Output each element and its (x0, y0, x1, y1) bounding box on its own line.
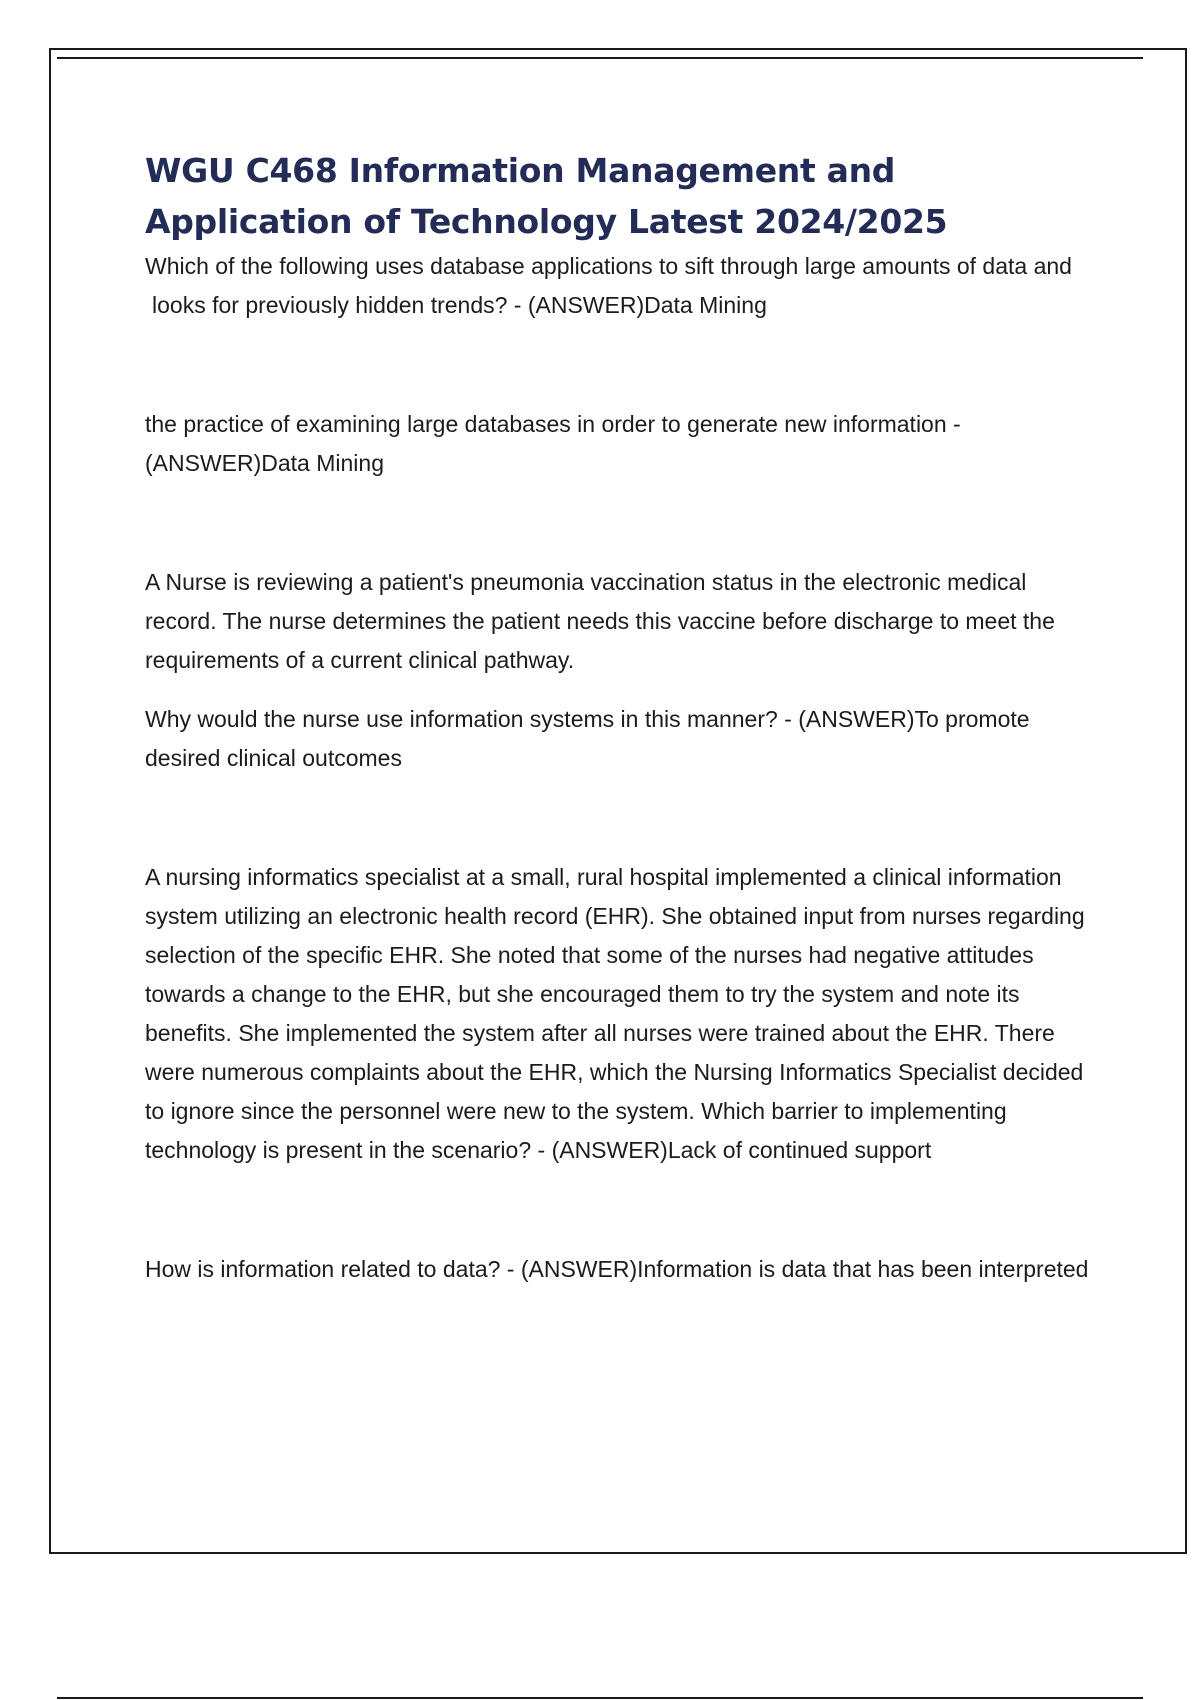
qa-item-data-mining-definition: the practice of examining large databases in order to generate new information - (ANSWER)Data Mining (145, 411, 961, 476)
document-body (145, 145, 1095, 1289)
next-page-rule (57, 1697, 1143, 1699)
qa-item-ehr-barrier: A nursing informatics specialist at a small, rural hospital implemented a clinical information system utilizing an electronic health record (EHR). She obtained input from nurses regarding selection of the specific EHR. She noted that some of the nurses had negative attitudes towards a change to the EHR, but she encouraged them to try the system and note its benefits. She implemented the system after all nurses were trained about the EHR. There were numerous complaints about the EHR, which the Nursing Informatics Specialist decided to ignore since the personnel were new to the system. Which barrier to implementing technology is present in the scenario? - (ANSWER)Lack of continued support (145, 864, 1085, 1163)
document-title: WGU C468 Information Management and Application of Technology Latest 2024/2025 (145, 151, 948, 241)
qa-item-information-data: How is information related to data? - (ANSWER)Information is data that has been interpreted (145, 1256, 1089, 1282)
qa-item-data-mining-trends: Which of the following uses database applications to sift through large amounts of data and looks for previously hidden trends? - (ANSWER)Data Mining (145, 253, 1072, 318)
top-rule (57, 57, 1143, 59)
qa-item-vaccination-scenario: A Nurse is reviewing a patient's pneumonia vaccination status in the electronic medical record. The nurse determines the patient needs this vaccine before discharge to meet the requirements of a current clinical pathway. (145, 569, 1055, 673)
qa-item-vaccination-question: Why would the nurse use information systems in this manner? - (ANSWER)To promote desired clinical outcomes (145, 706, 1030, 771)
